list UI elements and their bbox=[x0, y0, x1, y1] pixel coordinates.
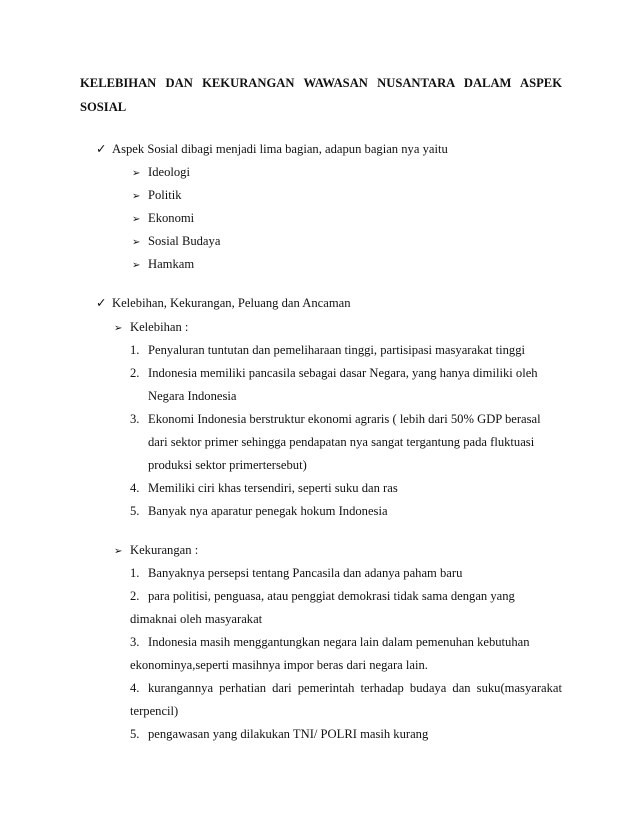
arrow-bullet-icon: ➢ bbox=[132, 191, 141, 202]
list-item: ➢ Sosial Budaya bbox=[132, 233, 220, 251]
list-item: 2. Indonesia memiliki pancasila sebagai dasar Negara, yang hanya dimiliki oleh bbox=[130, 366, 538, 380]
list-item: 1. Banyaknya persepsi tentang Pancasila dan adanya paham baru bbox=[130, 566, 463, 580]
arrow-bullet-icon: ➢ bbox=[132, 214, 141, 225]
list-item: ➢ Politik bbox=[132, 187, 182, 205]
section1-heading: Aspek Sosial dibagi menjadi lima bagian, adapun bagian nya yaitu bbox=[112, 142, 448, 156]
arrow-bullet-icon: ➢ bbox=[114, 546, 123, 557]
document-title: KELEBIHAN DAN KEKURANGAN WAWASAN NUSANTARA DALAM ASPEK SOSIAL bbox=[80, 76, 562, 114]
list-item-continuation: ekonominya,seperti masihnya impor beras dari negara lain. bbox=[130, 658, 428, 672]
list-item: ➢ Ideologi bbox=[132, 164, 190, 182]
list-item: 4. kurangannya perhatian dari pemerintah terhadap budaya dan suku(masyarakat bbox=[130, 681, 562, 695]
checkmark-icon: ✓ bbox=[96, 296, 107, 310]
list-item-continuation: dimaknai oleh masyarakat bbox=[130, 612, 263, 626]
section2-heading-row bbox=[96, 295, 351, 311]
list-item: 5. pengawasan yang dilakukan TNI/ POLRI masih kurang bbox=[130, 727, 429, 741]
arrow-bullet-icon: ➢ bbox=[114, 323, 123, 334]
section2-heading: Kelebihan, Kekurangan, Peluang dan Ancaman bbox=[112, 296, 351, 310]
kekurangan-heading-row bbox=[114, 542, 198, 560]
arrow-bullet-icon: ➢ bbox=[132, 168, 141, 179]
list-item: ➢ Ekonomi bbox=[132, 210, 194, 228]
kelebihan-heading: Kelebihan : bbox=[130, 320, 189, 334]
list-item-continuation: terpencil) bbox=[130, 704, 179, 718]
list-item: 3. Indonesia masih menggantungkan negara lain dalam pemenuhan kebutuhan bbox=[130, 635, 530, 649]
list-item: ➢ Hamkam bbox=[132, 256, 194, 274]
section1-heading-row bbox=[96, 141, 448, 157]
arrow-bullet-icon: ➢ bbox=[132, 260, 141, 271]
arrow-bullet-icon: ➢ bbox=[132, 237, 141, 248]
checkmark-icon: ✓ bbox=[96, 142, 107, 156]
list-item-continuation: dari sektor primer sehingga pendapatan nya sangat tergantung pada fluktuasi bbox=[148, 435, 535, 449]
kelebihan-heading-row bbox=[114, 319, 188, 337]
kekurangan-heading: Kekurangan : bbox=[130, 543, 199, 557]
list-item: 4. Memiliki ciri khas tersendiri, seperti suku dan ras bbox=[130, 481, 398, 495]
list-item: 3. Ekonomi Indonesia berstruktur ekonomi agraris ( lebih dari 50% GDP berasal bbox=[130, 412, 541, 426]
list-item: 5. Banyak nya aparatur penegak hokum Indonesia bbox=[130, 504, 388, 518]
list-item-continuation: produksi sektor primertersebut) bbox=[148, 458, 307, 472]
list-item: 2. para politisi, penguasa, atau penggiat demokrasi tidak sama dengan yang bbox=[130, 589, 515, 603]
list-item: 1. Penyaluran tuntutan dan pemeliharaan tinggi, partisipasi masyarakat tinggi bbox=[130, 343, 526, 357]
list-item-continuation: Negara Indonesia bbox=[148, 389, 237, 403]
